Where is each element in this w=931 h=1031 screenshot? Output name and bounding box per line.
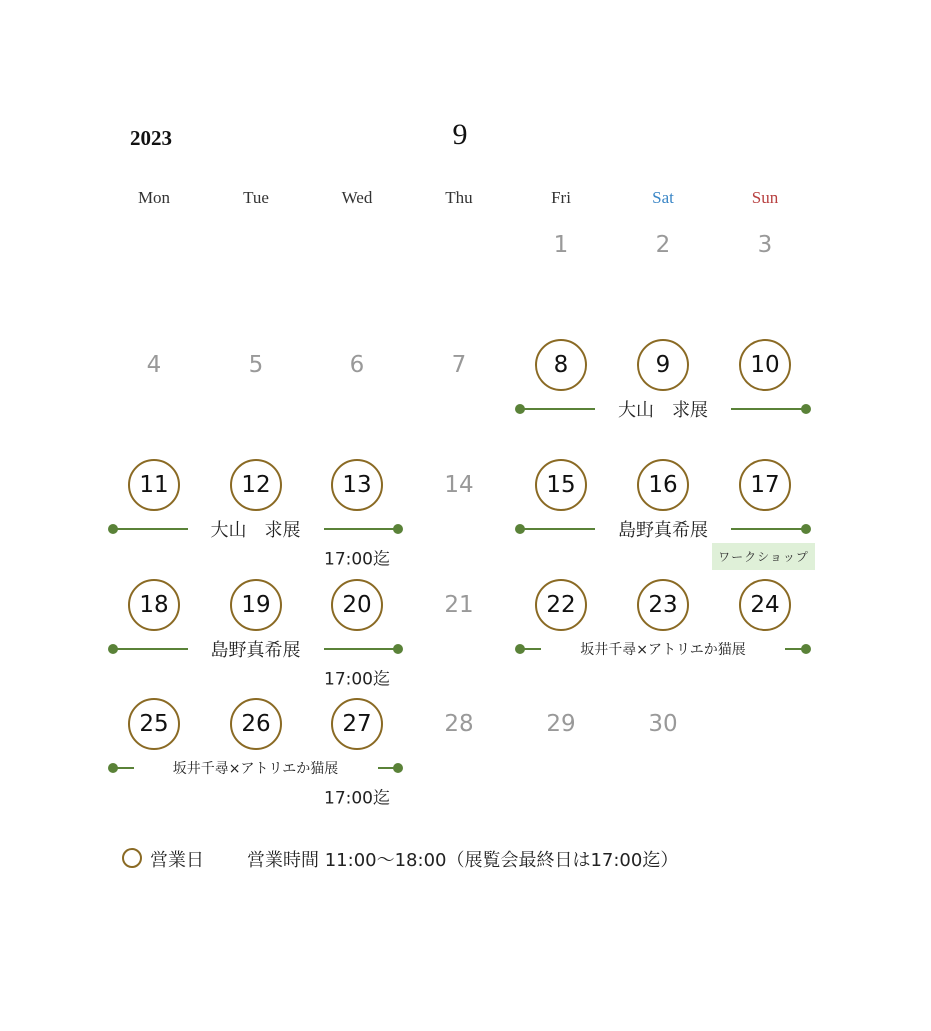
event-end-line xyxy=(324,648,399,650)
weekday-tue: Tue xyxy=(243,188,269,207)
event-start-line xyxy=(520,528,595,530)
event-start-line xyxy=(113,767,134,769)
weekday-wed: Wed xyxy=(341,188,373,207)
calendar-day-19: 19 xyxy=(230,579,282,631)
event-end-dot xyxy=(393,524,403,534)
event-start-line xyxy=(520,408,595,410)
business-hours-text: 営業時間 11:00～18:00（展覧会最終日は17:00迄） xyxy=(247,850,679,871)
event-end-dot xyxy=(801,644,811,654)
calendar-day-28: 28 xyxy=(444,711,474,737)
event-title: 大山 求展 xyxy=(210,520,301,541)
event-title: 島野真希展 xyxy=(618,520,708,541)
event-end-dot xyxy=(801,524,811,534)
event-end-dot xyxy=(393,644,403,654)
event-title: 島野真希展 xyxy=(210,640,301,661)
event-end-line xyxy=(324,528,399,530)
calendar-day-6: 6 xyxy=(349,352,365,378)
event-start-line xyxy=(520,648,541,650)
calendar-day-29: 29 xyxy=(546,711,576,737)
calendar-day-20: 20 xyxy=(331,579,383,631)
calendar-day-25: 25 xyxy=(128,698,180,750)
calendar-day-27: 27 xyxy=(331,698,383,750)
calendar-day-4: 4 xyxy=(146,352,162,378)
weekday-mon: Mon xyxy=(137,188,171,207)
calendar-year: 2023 xyxy=(130,126,172,150)
event-start-line xyxy=(113,648,188,650)
event-end-dot xyxy=(393,763,403,773)
calendar-day-30: 30 xyxy=(648,711,678,737)
event-title: 坂井千尋×アトリエか猫展 xyxy=(172,761,339,777)
calendar-day-18: 18 xyxy=(128,579,180,631)
last-day-note: 17:00迄 xyxy=(324,549,390,570)
calendar-day-15: 15 xyxy=(535,459,587,511)
calendar-day-13: 13 xyxy=(331,459,383,511)
calendar-day-7: 7 xyxy=(451,352,467,378)
event-end-line xyxy=(731,408,806,410)
workshop-badge: ワークショップ xyxy=(712,543,815,570)
calendar-day-10: 10 xyxy=(739,339,791,391)
calendar-day-1: 1 xyxy=(553,232,569,258)
calendar-day-21: 21 xyxy=(444,592,474,618)
calendar-day-16: 16 xyxy=(637,459,689,511)
weekday-sat: Sat xyxy=(652,188,674,207)
calendar-day-8: 8 xyxy=(535,339,587,391)
event-title: 坂井千尋×アトリエか猫展 xyxy=(580,642,746,658)
calendar-day-22: 22 xyxy=(535,579,587,631)
open-day-legend-label: 営業日 xyxy=(150,850,204,871)
weekday-fri: Fri xyxy=(551,188,571,207)
open-day-circle-icon xyxy=(122,848,142,868)
last-day-note: 17:00迄 xyxy=(324,788,390,809)
event-end-line xyxy=(731,528,806,530)
calendar-day-12: 12 xyxy=(230,459,282,511)
event-end-dot xyxy=(801,404,811,414)
weekday-sun: Sun xyxy=(751,188,779,207)
weekday-thu: Thu xyxy=(445,188,473,207)
last-day-note: 17:00迄 xyxy=(324,669,390,690)
calendar-day-14: 14 xyxy=(444,472,474,498)
calendar-day-23: 23 xyxy=(637,579,689,631)
calendar-day-9: 9 xyxy=(637,339,689,391)
calendar-day-17: 17 xyxy=(739,459,791,511)
calendar-day-24: 24 xyxy=(739,579,791,631)
calendar-day-11: 11 xyxy=(128,459,180,511)
event-start-line xyxy=(113,528,188,530)
calendar-month: 9 xyxy=(452,118,468,151)
calendar-day-3: 3 xyxy=(757,232,773,258)
calendar-day-2: 2 xyxy=(655,232,671,258)
event-title: 大山 求展 xyxy=(618,400,708,421)
calendar-day-5: 5 xyxy=(248,352,264,378)
calendar-day-26: 26 xyxy=(230,698,282,750)
